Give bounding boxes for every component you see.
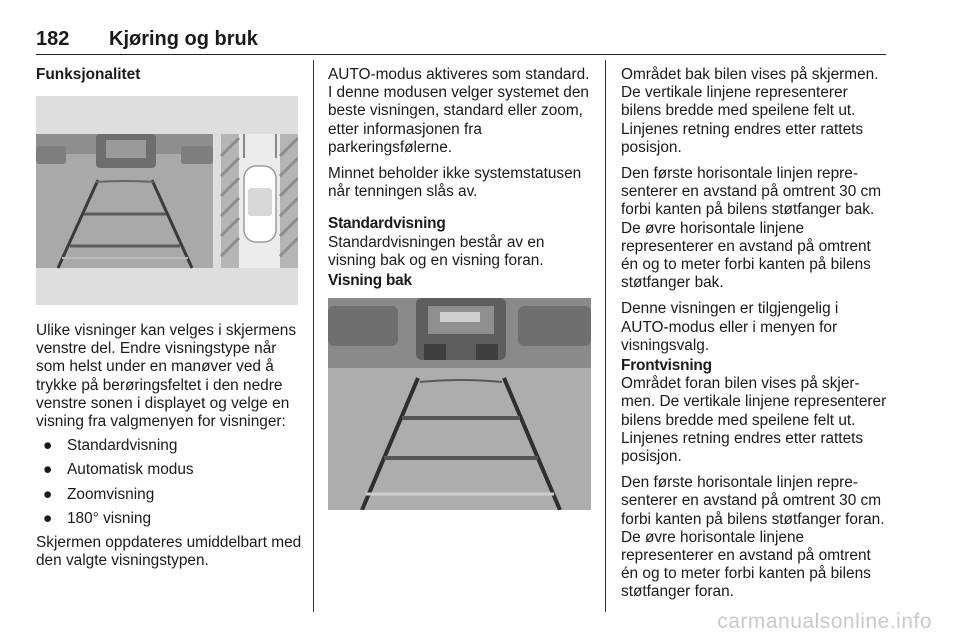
- list-item-label: Standardvisning: [67, 437, 178, 455]
- list-item-label: Zoomvisning: [67, 485, 155, 503]
- paragraph: Området foran bilen vises på skjermen. De vertikale linjene representerer bilens bredde med speilene felt ut. Linjenes retning endres etter rattets posisjon.: [621, 375, 887, 466]
- list-item: [36, 486, 304, 504]
- list-item-label: Automatisk modus: [67, 461, 194, 479]
- rear-view-illustration: [328, 298, 591, 510]
- paragraph: Området bak bilen vises på skjermen. De vertikale linjene representerer bilens bredde med speilene felt ut. Linjenes retning endres etter rattets posisjon.: [621, 66, 879, 156]
- paragraph: Den første horisontale linjen representerer en avstand på omtrent 30 cm forbi kanten på bilens støtfanger foran. De øvre horisontale linjene representerer en avstand på omtrent én og to meter forbi kanten på bilens støtfanger foran.: [621, 474, 885, 601]
- intro-paragraph: Ulike visninger kan velges i skjermens venstre del. Endre visningstype når som helst under en manøver ved å trykke på berøringsfeltet i den nedre venstre sonen i displayet og velge en visning fra valgmenyen for visninger:: [36, 322, 297, 431]
- left-column-text: [36, 322, 304, 578]
- column-divider-right: [605, 60, 606, 612]
- middle-column: [328, 66, 592, 290]
- list-item: [36, 461, 304, 479]
- paragraph: Minnet beholder ikke systemstatusen når tenningen slås av.: [328, 165, 582, 201]
- paragraph: Standardvisningen består av en visning bak og en visning foran.: [328, 233, 545, 269]
- view-options-list: [36, 437, 304, 528]
- top-down-view: [221, 134, 298, 268]
- subheading-rear-view: Visning bak: [328, 272, 412, 290]
- subheading-standard-view: Standardvisning: [328, 215, 446, 233]
- right-column: [621, 66, 887, 610]
- section-heading: Funksjonalitet: [36, 66, 141, 83]
- list-item: [36, 510, 304, 528]
- bullet-icon: ●: [43, 485, 53, 503]
- bullet-icon: ●: [43, 461, 53, 479]
- watermark-text: carmanualsonline.info: [717, 610, 932, 633]
- chapter-title: Kjøring og bruk: [109, 28, 258, 50]
- paragraph: AUTO-modus aktiveres som standard. I denne modusen velger systemet den beste visningen, standard eller zoom, etter informasjonen fra parkeringsfølerne.: [328, 66, 590, 156]
- outro-paragraph: Skjermen oppdateres umiddelbart med den valgte visningstypen.: [36, 534, 302, 570]
- bullet-icon: ●: [43, 509, 53, 527]
- column-divider-left: [313, 60, 314, 612]
- page-header: [36, 26, 886, 55]
- page-number: 182: [36, 28, 70, 50]
- list-item: [36, 437, 304, 455]
- display-graphic: [36, 96, 298, 305]
- paragraph: Denne visningen er tilgjengelig i AUTO-modus eller i menyen for visningsvalg.: [621, 300, 839, 354]
- paragraph: Den første horisontale linjen representerer en avstand på omtrent 30 cm forbi kanten på bilens støtfanger bak. De øvre horisontale linjene representerer en avstand på omtrent én og to meter forbi kanten på bilens støtfanger bak.: [621, 165, 882, 292]
- rear-camera-view: [36, 134, 213, 268]
- rear-view-graphic: [328, 298, 591, 510]
- camera-display-illustration: [36, 96, 298, 305]
- subheading-front-view: Frontvisning: [621, 357, 712, 375]
- list-item-label: 180° visning: [67, 509, 152, 527]
- bullet-icon: ●: [43, 437, 53, 455]
- left-column: [36, 66, 304, 84]
